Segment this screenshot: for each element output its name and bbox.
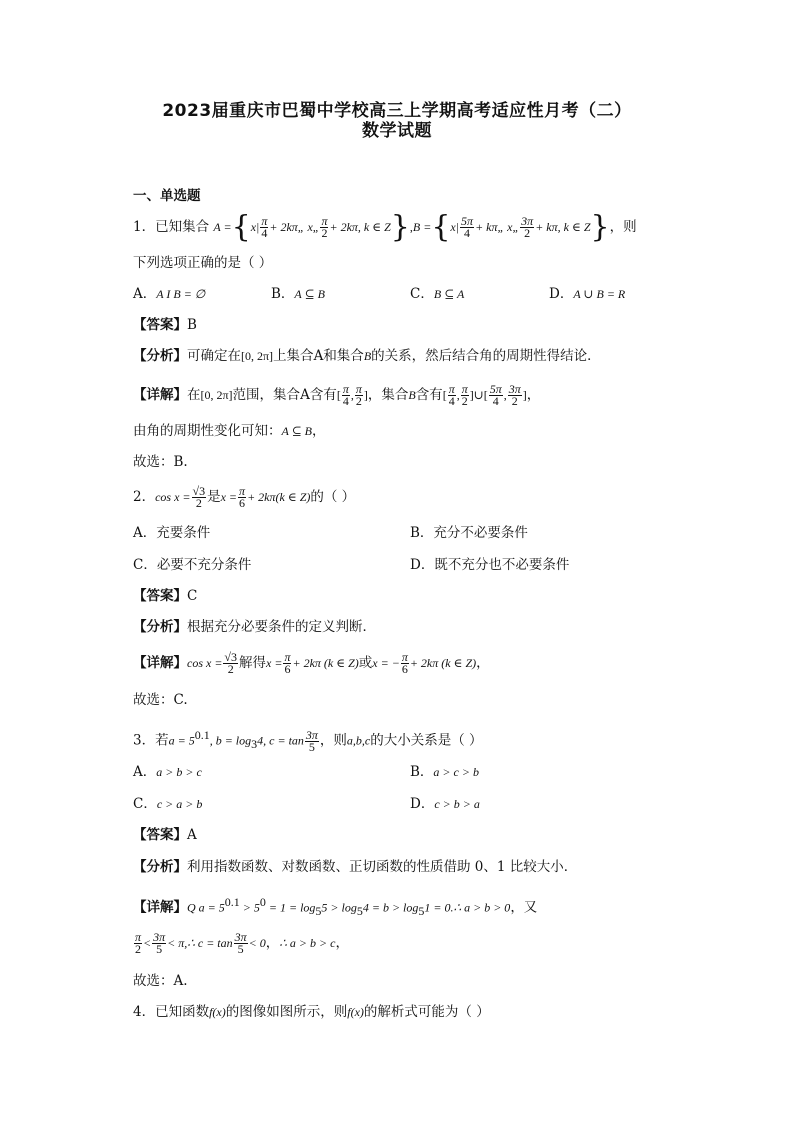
q2-option-d: D．既不充分也不必要条件 — [410, 557, 570, 573]
q3-detail-line2: $\frac{\pi}{2}$ < $\frac{3\pi}{5}$ < π,∴ c = tan $\frac{3\pi}{5}$ < 0，∴ a > b > c， — [135, 930, 349, 956]
q3-option-c: C．c > a > b — [133, 796, 203, 812]
q1-stem-line2: 下列选项正确的是（ ） — [133, 255, 273, 271]
q3-option-a: A．a > b > c — [133, 764, 202, 780]
q1-option-a: A．A I B = ∅ — [133, 286, 206, 302]
q1-brace-open-a: { — [231, 209, 251, 245]
q1-conclusion: 故选：B. — [133, 454, 188, 470]
q1-brace-close-b: } — [590, 209, 610, 245]
q2-option-b: B．充分不必要条件 — [410, 525, 528, 541]
q3-analysis: 【分析】利用指数函数、对数函数、正切函数的性质借助 0、1 比较大小． — [133, 859, 578, 875]
q1-set-a-frac1: $\frac{\pi}{4}$ — [261, 214, 268, 240]
q4-stem: 4．已知函数f(x)的图像如图所示，则f(x)的解析式可能为（ ） — [133, 1004, 490, 1020]
q1-analysis: 【分析】可确定在[0, 2π]上集合A和集合B的关系，然后结合角的周期性得结论． — [133, 348, 601, 364]
q3-conclusion: 故选：A. — [133, 973, 188, 989]
q1-set-b-frac1: $\frac{5\pi}{4}$ — [461, 214, 474, 240]
q1-set-b-mid: + kπ„ x„ — [475, 220, 520, 234]
q1-set-a-tail: + 2kπ, k ∈ Z — [329, 220, 391, 234]
q1-detail-line2: 由角的周期性变化可知：A ⊆ B， — [133, 423, 326, 439]
q2-option-c: C．必要不充分条件 — [133, 557, 252, 573]
q3-option-d: D．c > b > a — [410, 796, 480, 812]
q2-option-a: A．充要条件 — [133, 525, 211, 541]
q3-answer: 【答案】A — [133, 827, 197, 843]
q1-set-b-x: x| — [450, 220, 460, 234]
q1-detail: 【详解】在[0, 2π]范围，集合A含有[ $\frac{\pi}{4}$ , $\frac{\pi}{2}$ ]，集合B含有[ $\frac{\pi}{4}$ , $\frac{\pi}{2}$ ]∪[ $\frac{5\pi}{4}$ , $\frac{3\pi}{2}$ ]， — [133, 382, 541, 408]
q1-option-c: C．B ⊆ A — [410, 286, 465, 302]
q1-set-a-mid: + 2kπ„ x„ — [269, 220, 320, 234]
q1-stem-post: ，则 — [609, 219, 637, 235]
q3-detail: 【详解】Q $a = 5^{0.1} > 5^0 = 1 = \log_55 > \log_54 = b > \log_51$ = 0.∴ a > b > 0，又 — [133, 895, 538, 919]
q3-stem: 3．若$a = 5^{0.1}$, $b = \log_34$, c = tan $\frac{3\pi}{5}$ ，则a,b,c的大小关系是（ ） — [133, 727, 483, 754]
q1-answer: 【答案】B — [133, 317, 197, 333]
q2-conclusion: 故选：C. — [133, 692, 188, 708]
q1-comma: , — [409, 220, 413, 234]
q1-option-b: B．A ⊆ B — [271, 286, 325, 302]
q2-stem: 2．cos x = $\frac{√3}{2}$ 是x = $\frac{\pi}{6}$ + 2kπ(k ∈ Z)的（ ） — [133, 484, 356, 510]
q2-answer: 【答案】C — [133, 588, 198, 604]
q1-number: 1． — [133, 219, 156, 235]
q1-option-d: D．A ∪ B = R — [549, 286, 626, 302]
q1-set-a-frac2: $\frac{\pi}{2}$ — [321, 214, 328, 240]
q1-stem — [133, 209, 637, 245]
q3-option-b: B．a > c > b — [410, 764, 479, 780]
q1-set-b-lhs: B = — [412, 220, 432, 234]
document-subtitle: 数学试题 — [362, 121, 432, 141]
q1-set-a-x: x| — [250, 220, 260, 234]
q1-set-a-lhs: A = — [213, 220, 232, 234]
section-heading: 一、单选题 — [133, 188, 201, 204]
q1-brace-close-a: } — [390, 209, 410, 245]
q2-analysis: 【分析】根据充分必要条件的定义判断． — [133, 619, 376, 635]
q1-set-b-frac2: $\frac{3\pi}{2}$ — [521, 214, 534, 240]
q1-stem-pre: 已知集合 — [155, 219, 210, 235]
q2-detail: 【详解】cos x = $\frac{√3}{2}$ 解得x = $\frac{\pi}{6}$ + 2kπ (k ∈ Z)或x = − $\frac{\pi}{6}$ + 2kπ (k ∈ Z)， — [133, 650, 490, 676]
q1-set-b-tail: + kπ, k ∈ Z — [535, 220, 591, 234]
document-title: 2023届重庆市巴蜀中学校高三上学期高考适应性月考（二） — [162, 101, 632, 121]
q1-brace-open-b: { — [431, 209, 451, 245]
